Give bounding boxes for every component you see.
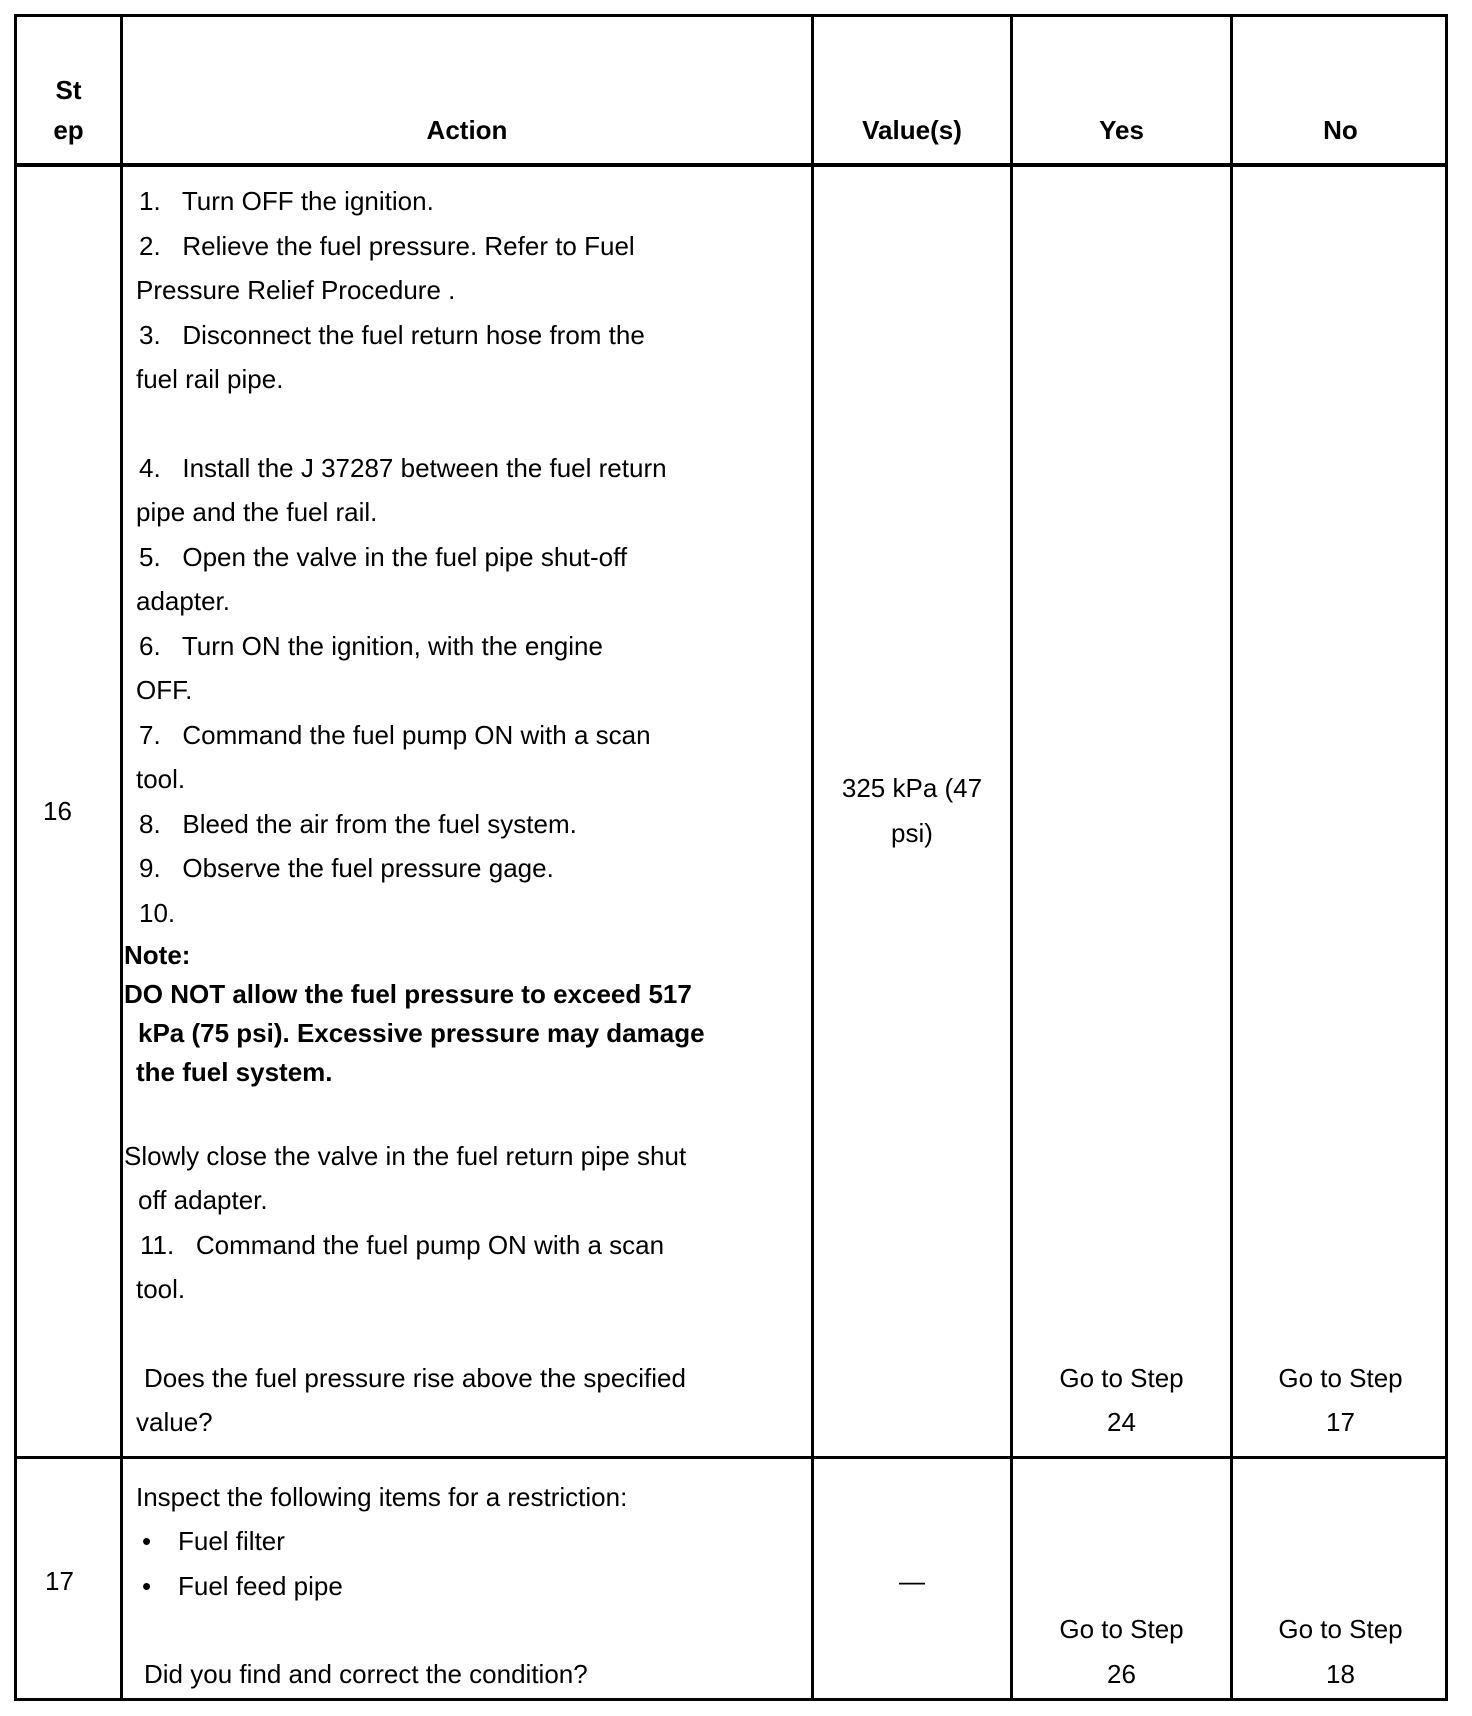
yes-cell: 24 xyxy=(1107,1407,1136,1437)
inspect-intro: Inspect the following items for a restriction: xyxy=(136,1482,628,1512)
note-line: the fuel system. xyxy=(136,1057,333,1087)
header-values: Value(s) xyxy=(862,115,962,145)
action-line: 4. Install the J 37287 between the fuel return xyxy=(139,453,667,483)
action-line: Slowly close the valve in the fuel return pipe shut xyxy=(124,1141,687,1171)
no-cell: Go to Step xyxy=(1278,1363,1403,1393)
question-line: Did you find and correct the condition? xyxy=(144,1659,588,1689)
action-line: 9. Observe the fuel pressure gage. xyxy=(139,853,554,883)
action-line: 7. Command the fuel pump ON with a scan xyxy=(139,720,651,750)
yes-cell: 26 xyxy=(1107,1659,1136,1689)
column-divider xyxy=(811,17,814,1698)
yes-cell: Go to Step xyxy=(1059,1614,1184,1644)
value-cell: psi) xyxy=(891,818,933,848)
action-line: 8. Bleed the air from the fuel system. xyxy=(139,809,577,839)
action-line: adapter. xyxy=(136,586,230,616)
bullet-glyph: • xyxy=(142,1571,152,1601)
action-line: OFF. xyxy=(136,675,193,705)
no-cell: Go to Step xyxy=(1278,1614,1403,1644)
value-cell: 325 kPa (47 xyxy=(841,773,983,803)
note-line: kPa (75 psi). Excessive pressure may damage xyxy=(138,1018,705,1048)
action-line: pipe and the fuel rail. xyxy=(136,497,378,527)
action-line: tool. xyxy=(136,764,186,794)
note-line: DO NOT allow the fuel pressure to exceed 517 xyxy=(124,979,692,1009)
bullet-item: Fuel filter xyxy=(178,1526,285,1556)
action-line: 2. Relieve the fuel pressure. Refer to Fuel xyxy=(139,231,635,261)
note-label: Note: xyxy=(124,940,191,970)
header-no: No xyxy=(1323,115,1358,145)
action-line: 3. Disconnect the fuel return hose from the xyxy=(139,320,645,350)
no-cell: 18 xyxy=(1326,1659,1355,1689)
action-line: fuel rail pipe. xyxy=(136,364,284,394)
bullet-glyph: • xyxy=(142,1526,152,1556)
value-cell: — xyxy=(899,1566,925,1596)
yes-cell: Go to Step xyxy=(1059,1363,1184,1393)
action-line: 6. Turn ON the ignition, with the engine xyxy=(139,631,603,661)
action-line: 5. Open the valve in the fuel pipe shut-off xyxy=(139,542,628,572)
header-step-line1: St xyxy=(55,75,82,105)
action-line: 10. xyxy=(139,898,176,928)
column-divider xyxy=(120,17,123,1698)
action-line: 1. Turn OFF the ignition. xyxy=(139,186,434,216)
action-line: tool. xyxy=(136,1274,186,1304)
column-divider xyxy=(1230,17,1233,1698)
diagnostic-table xyxy=(14,14,1448,1701)
no-cell: 17 xyxy=(1326,1407,1355,1437)
action-line: off adapter. xyxy=(138,1185,268,1215)
action-line: 11. Command the fuel pump ON with a scan xyxy=(140,1230,665,1260)
bullet-item: Fuel feed pipe xyxy=(178,1571,343,1601)
question-line: Does the fuel pressure rise above the specified xyxy=(144,1363,686,1393)
header-yes: Yes xyxy=(1099,115,1144,145)
step-number: 17 xyxy=(45,1566,74,1596)
action-line: Pressure Relief Procedure . xyxy=(136,275,456,305)
header-divider xyxy=(17,163,1445,167)
column-divider xyxy=(1010,17,1013,1698)
step-number: 16 xyxy=(43,796,72,826)
question-line: value? xyxy=(136,1407,213,1437)
header-step-line2: ep xyxy=(53,115,84,145)
row-divider xyxy=(17,1456,1445,1459)
header-action: Action xyxy=(426,115,508,145)
